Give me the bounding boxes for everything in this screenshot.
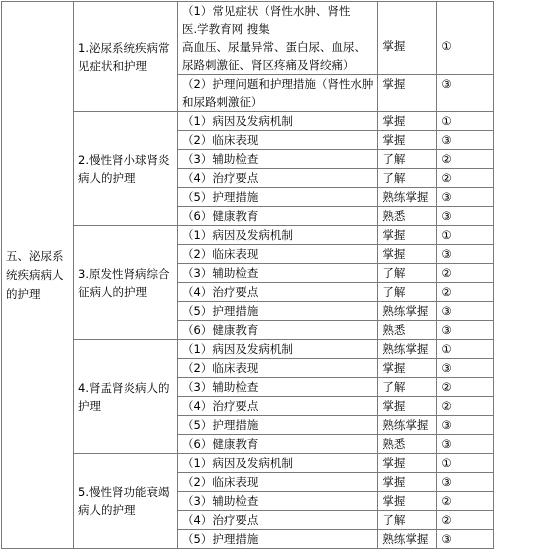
item-content [178, 188, 378, 207]
grade-mark [437, 473, 494, 492]
item-content-line: （5）护理措施 [182, 418, 259, 432]
grade-mark-text: ① [441, 455, 452, 470]
item-content-line: （4）治疗要点 [182, 399, 259, 413]
item-content-line: （1）常见症状（肾性水肿、肾性 [182, 4, 351, 18]
grade-mark-text: ② [441, 170, 452, 185]
grade-mark [437, 207, 494, 226]
grade-mark [437, 454, 494, 473]
requirement-level [378, 264, 437, 283]
item-content [178, 511, 378, 530]
grade-mark [437, 492, 494, 511]
grade-mark [437, 226, 494, 245]
requirement-level-text: 熟练掌握 [382, 189, 429, 204]
item-content [178, 75, 378, 112]
grade-mark [437, 75, 494, 112]
requirement-level-text: 熟练掌握 [382, 303, 429, 318]
requirement-level-text: 了解 [382, 379, 406, 394]
grade-mark-text: ③ [441, 208, 452, 223]
requirement-level [378, 112, 437, 131]
item-content [178, 112, 378, 131]
item-content [178, 321, 378, 340]
table-row [2, 2, 494, 75]
grade-mark-text: ③ [441, 189, 452, 204]
item-content [178, 207, 378, 226]
item-content [178, 150, 378, 169]
item-content [178, 416, 378, 435]
grade-mark [437, 416, 494, 435]
grade-mark [437, 511, 494, 530]
item-content [178, 2, 378, 75]
item-content-line: （1）病因及发病机制 [182, 456, 293, 470]
grade-mark-text: ③ [441, 417, 452, 432]
item-content-line: （4）治疗要点 [182, 513, 259, 527]
requirement-level [378, 378, 437, 397]
requirement-level-text: 掌握 [382, 360, 406, 375]
section-title: 5.慢性肾功能衰竭病人的护理 [74, 454, 178, 549]
requirement-level-text: 掌握 [382, 39, 406, 53]
item-content-line: （6）健康教育 [182, 437, 259, 451]
item-content [178, 530, 378, 549]
item-content [178, 340, 378, 359]
item-content-line: （5）护理措施 [182, 532, 259, 546]
requirement-level-text: 熟练掌握 [382, 417, 429, 432]
grade-mark-text: ② [441, 512, 452, 527]
grade-mark [437, 169, 494, 188]
item-content [178, 359, 378, 378]
grade-mark-text: ① [441, 227, 452, 242]
requirement-level [378, 169, 437, 188]
requirement-level [378, 150, 437, 169]
requirement-level-text: 熟悉 [382, 322, 406, 337]
item-content-line: 医.学教育网 搜集 [182, 22, 270, 36]
item-content-line: （5）护理措施 [182, 190, 259, 204]
grade-mark-text: ② [441, 284, 452, 299]
requirement-level-text: 掌握 [382, 77, 406, 91]
grade-mark [437, 131, 494, 150]
section-title: 2.慢性肾小球肾炎病人的护理 [74, 112, 178, 226]
requirement-level [378, 473, 437, 492]
grade-mark [437, 188, 494, 207]
item-content-line: （1）病因及发病机制 [182, 342, 293, 356]
requirement-level [378, 397, 437, 416]
syllabus-table [1, 1, 494, 549]
item-content [178, 245, 378, 264]
item-content-line: （2）临床表现 [182, 475, 259, 489]
grade-mark [437, 150, 494, 169]
section-title: 1.泌尿系统疾病常见症状和护理 [74, 2, 178, 112]
syllabus-body [2, 2, 494, 549]
item-content [178, 397, 378, 416]
item-content-line: （1）病因及发病机制 [182, 114, 293, 128]
grade-mark-text: ③ [441, 132, 452, 147]
item-content-line: （3）辅助检查 [182, 152, 259, 166]
grade-mark [437, 397, 494, 416]
requirement-level-text: 掌握 [382, 398, 406, 413]
grade-mark [437, 2, 494, 75]
grade-mark-text: ③ [441, 474, 452, 489]
item-content-line: （3）辅助检查 [182, 266, 259, 280]
requirement-level [378, 245, 437, 264]
requirement-level-text: 掌握 [382, 227, 406, 242]
grade-mark [437, 530, 494, 549]
item-content [178, 473, 378, 492]
grade-mark [437, 283, 494, 302]
item-content-line: （6）健康教育 [182, 323, 259, 337]
item-content [178, 435, 378, 454]
grade-mark-text: ③ [441, 303, 452, 318]
grade-mark-text: ① [441, 341, 452, 356]
grade-mark-text: ③ [441, 436, 452, 451]
grade-mark-text: ② [441, 151, 452, 166]
requirement-level [378, 454, 437, 473]
grade-mark-text: ③ [441, 246, 452, 261]
requirement-level-text: 了解 [382, 265, 406, 280]
grade-mark-text: ③ [441, 531, 452, 546]
item-content-line: （6）健康教育 [182, 209, 259, 223]
requirement-level-text: 掌握 [382, 246, 406, 261]
requirement-level [378, 530, 437, 549]
requirement-level-text: 了解 [382, 151, 406, 166]
grade-mark [437, 321, 494, 340]
item-content [178, 169, 378, 188]
table-row [2, 226, 494, 245]
section-title: 4.肾盂肾炎病人的护理 [74, 340, 178, 454]
requirement-level [378, 188, 437, 207]
requirement-level [378, 321, 437, 340]
requirement-level [378, 492, 437, 511]
grade-mark-text: ③ [441, 77, 452, 91]
requirement-level-text: 掌握 [382, 474, 406, 489]
requirement-level [378, 511, 437, 530]
requirement-level-text: 掌握 [382, 493, 406, 508]
requirement-level [378, 131, 437, 150]
item-content [178, 283, 378, 302]
item-content [178, 492, 378, 511]
requirement-level [378, 340, 437, 359]
requirement-level [378, 416, 437, 435]
grade-mark [437, 435, 494, 454]
grade-mark [437, 359, 494, 378]
grade-mark [437, 378, 494, 397]
grade-mark-text: ② [441, 398, 452, 413]
grade-mark [437, 302, 494, 321]
table-row [2, 340, 494, 359]
grade-mark [437, 264, 494, 283]
requirement-level-text: 熟练掌握 [382, 341, 429, 356]
grade-mark [437, 340, 494, 359]
item-content-line: （2）临床表现 [182, 133, 259, 147]
item-content-line: （1）病因及发病机制 [182, 228, 293, 242]
item-content [178, 131, 378, 150]
item-content-line: （2）护理问题和护理措施（肾性水肿 [182, 77, 374, 91]
grade-mark [437, 245, 494, 264]
requirement-level [378, 359, 437, 378]
grade-mark-text: ③ [441, 360, 452, 375]
requirement-level [378, 2, 437, 75]
requirement-level-text: 掌握 [382, 113, 406, 128]
item-content-line: 和尿路刺激征） [182, 95, 263, 109]
requirement-level-text: 熟练掌握 [382, 531, 429, 546]
requirement-level [378, 207, 437, 226]
item-content-line: （3）辅助检查 [182, 380, 259, 394]
item-content-line: （5）护理措施 [182, 304, 259, 318]
item-content [178, 226, 378, 245]
item-content [178, 378, 378, 397]
item-content-line: （4）治疗要点 [182, 171, 259, 185]
requirement-level-text: 掌握 [382, 455, 406, 470]
grade-mark-text: ③ [441, 322, 452, 337]
grade-mark-text: ② [441, 379, 452, 394]
requirement-level [378, 226, 437, 245]
item-content [178, 302, 378, 321]
item-content [178, 454, 378, 473]
requirement-level-text: 熟悉 [382, 436, 406, 451]
item-content [178, 264, 378, 283]
requirement-level-text: 掌握 [382, 132, 406, 147]
item-content-line: （2）临床表现 [182, 361, 259, 375]
item-content-line: 高血压、尿量异常、蛋白尿、血尿、 [182, 40, 366, 54]
requirement-level-text: 了解 [382, 512, 406, 527]
grade-mark-text: ① [441, 39, 452, 53]
table-row [2, 454, 494, 473]
requirement-level-text: 熟悉 [382, 208, 406, 223]
grade-mark-text: ① [441, 113, 452, 128]
item-content-line: 尿路刺激征、肾区疼痛及肾绞痛） [182, 58, 355, 72]
grade-mark-text: ② [441, 493, 452, 508]
item-content-line: （3）辅助检查 [182, 494, 259, 508]
chapter-label: 五、泌尿系统疾病病人的护理 [2, 2, 74, 549]
requirement-level-text: 了解 [382, 284, 406, 299]
requirement-level [378, 75, 437, 112]
requirement-level [378, 302, 437, 321]
table-row [2, 112, 494, 131]
requirement-level [378, 435, 437, 454]
item-content-line: （4）治疗要点 [182, 285, 259, 299]
item-content-line: （2）临床表现 [182, 247, 259, 261]
requirement-level [378, 283, 437, 302]
section-title: 3.原发性肾病综合征病人的护理 [74, 226, 178, 340]
grade-mark [437, 112, 494, 131]
grade-mark-text: ② [441, 265, 452, 280]
requirement-level-text: 了解 [382, 170, 406, 185]
